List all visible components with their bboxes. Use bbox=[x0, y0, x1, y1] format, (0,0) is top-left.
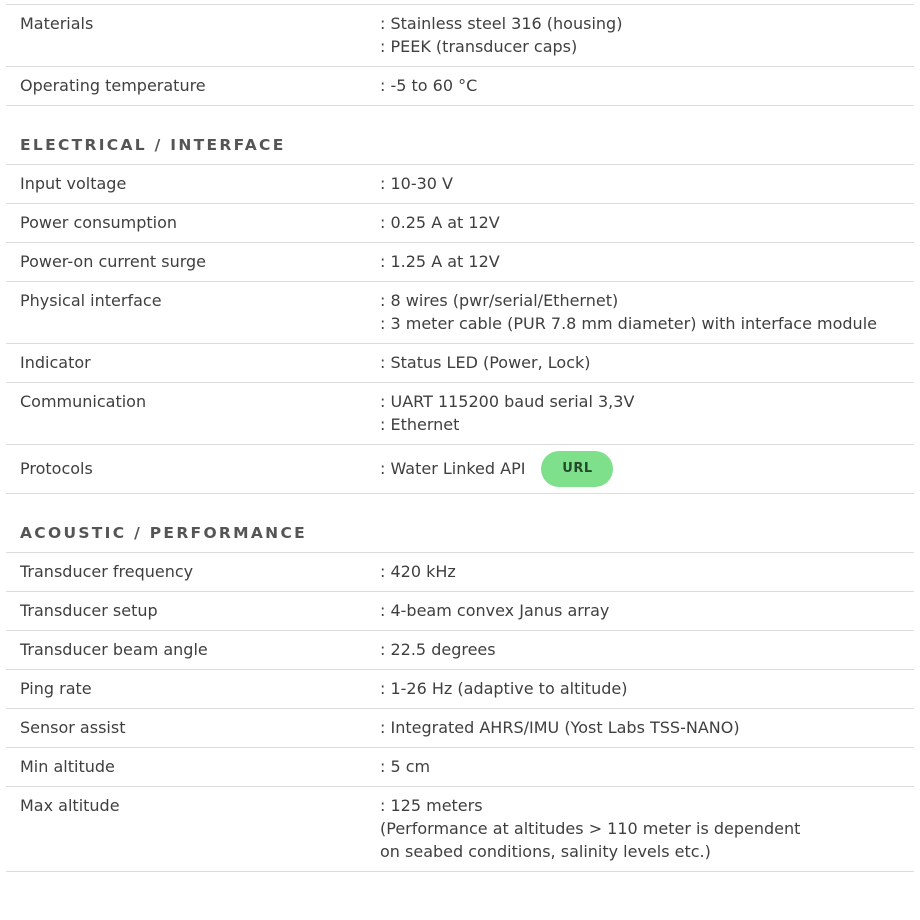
spec-values bbox=[380, 797, 914, 861]
url-button[interactable]: URL bbox=[541, 451, 613, 487]
spec-value: : 420 kHz bbox=[380, 562, 456, 581]
spec-value: : 125 meters bbox=[380, 796, 483, 815]
spec-row-communication bbox=[6, 383, 914, 445]
spec-value: (Performance at altitudes > 110 meter is dependent bbox=[380, 819, 801, 838]
spec-label: Indicator bbox=[20, 353, 91, 372]
spec-label: Max altitude bbox=[20, 796, 120, 815]
spec-row-max-altitude bbox=[6, 787, 914, 872]
spec-value: : PEEK (transducer caps) bbox=[380, 37, 578, 56]
spec-label: Communication bbox=[20, 392, 147, 411]
spec-values bbox=[380, 641, 914, 659]
spec-values bbox=[380, 451, 914, 487]
spec-value: : 5 cm bbox=[380, 757, 431, 776]
spec-value: : Ethernet bbox=[380, 415, 460, 434]
section-heading-electrical: ELECTRICAL / INTERFACE bbox=[6, 106, 914, 165]
spec-label: Input voltage bbox=[20, 174, 127, 193]
spec-value: : Integrated AHRS/IMU (Yost Labs TSS-NANO) bbox=[380, 718, 740, 737]
spec-row-materials bbox=[6, 5, 914, 67]
spec-label: Ping rate bbox=[20, 679, 92, 698]
spec-label: Transducer beam angle bbox=[20, 640, 208, 659]
spec-value: : -5 to 60 °C bbox=[380, 76, 478, 95]
spec-values bbox=[380, 393, 914, 434]
spec-label: Transducer setup bbox=[20, 601, 158, 620]
spec-values bbox=[380, 758, 914, 776]
spec-values bbox=[380, 602, 914, 620]
spec-row-indicator bbox=[6, 344, 914, 383]
spec-label: Power consumption bbox=[20, 213, 178, 232]
spec-value: : Status LED (Power, Lock) bbox=[380, 353, 591, 372]
spec-value: : 0.25 A at 12V bbox=[380, 213, 500, 232]
spec-values bbox=[380, 253, 914, 271]
spec-value: : 22.5 degrees bbox=[380, 640, 496, 659]
section-heading-acoustic: ACOUSTIC / PERFORMANCE bbox=[6, 494, 914, 553]
spec-row-operating-temperature bbox=[6, 67, 914, 106]
spec-row-power-on-surge bbox=[6, 243, 914, 282]
spec-values bbox=[380, 354, 914, 372]
spec-value: : Water Linked API bbox=[380, 459, 526, 478]
spec-value: : Stainless steel 316 (housing) bbox=[380, 14, 623, 33]
spec-row-min-altitude bbox=[6, 748, 914, 787]
spec-values bbox=[380, 563, 914, 581]
spec-values bbox=[380, 719, 914, 737]
spec-label: Sensor assist bbox=[20, 718, 126, 737]
spec-values bbox=[380, 292, 914, 333]
spec-label: Protocols bbox=[20, 459, 93, 478]
spec-label: Transducer frequency bbox=[20, 562, 194, 581]
spec-label: Operating temperature bbox=[20, 76, 206, 95]
spec-value: : 1-26 Hz (adaptive to altitude) bbox=[380, 679, 628, 698]
spec-label: Physical interface bbox=[20, 291, 162, 310]
spec-label: Power-on current surge bbox=[20, 252, 207, 271]
spec-row-beam-angle bbox=[6, 631, 914, 670]
spec-row-physical-interface bbox=[6, 282, 914, 344]
spec-row-ping-rate bbox=[6, 670, 914, 709]
spec-values bbox=[380, 680, 914, 698]
spec-values bbox=[380, 77, 914, 95]
spec-value: : 8 wires (pwr/serial/Ethernet) bbox=[380, 291, 619, 310]
spec-label: Min altitude bbox=[20, 757, 115, 776]
spec-value: : 10-30 V bbox=[380, 174, 453, 193]
spec-values bbox=[380, 15, 914, 56]
spec-row-protocols bbox=[6, 445, 914, 494]
spec-row-sensor-assist bbox=[6, 709, 914, 748]
spec-table bbox=[6, 4, 914, 872]
spec-row-transducer-frequency bbox=[6, 553, 914, 592]
spec-value: : 4-beam convex Janus array bbox=[380, 601, 610, 620]
spec-row-transducer-setup bbox=[6, 592, 914, 631]
spec-row-power-consumption bbox=[6, 204, 914, 243]
spec-values bbox=[380, 175, 914, 193]
spec-value: : 1.25 A at 12V bbox=[380, 252, 500, 271]
spec-value: : UART 115200 baud serial 3,3V bbox=[380, 392, 635, 411]
spec-value: : 3 meter cable (PUR 7.8 mm diameter) with interface module bbox=[380, 314, 877, 333]
spec-row-input-voltage bbox=[6, 165, 914, 204]
spec-label: Materials bbox=[20, 14, 94, 33]
spec-value: on seabed conditions, salinity levels etc.) bbox=[380, 842, 711, 861]
spec-values bbox=[380, 214, 914, 232]
